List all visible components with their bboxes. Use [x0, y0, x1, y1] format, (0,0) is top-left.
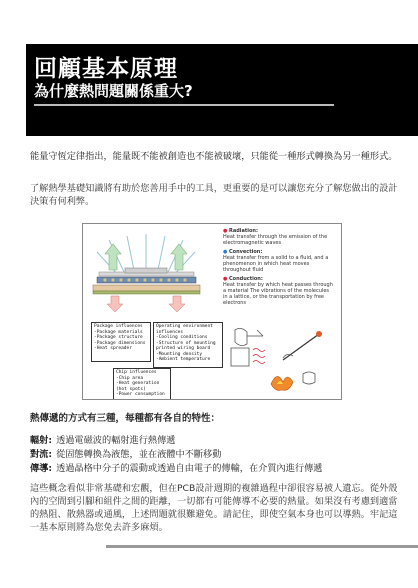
legend-radiation-text: Heat transfer through the emission of the electromagnetic waves — [223, 234, 328, 246]
mode-conduction-desc: 透過晶格中分子的震動或透過自由電子的傳輸，在介質內進行傳遞 — [56, 463, 323, 474]
legend-conduction-title: Conduction: — [228, 276, 263, 282]
legend-conduction: ● Conduction: Heat transfer by which heat passes through a material The vibrations of the molecules in a lattice, or the transportation by free electrons — [223, 276, 335, 306]
environment-influences-box: Operating environment influences -Cooling conditions -Structure of mounting printed wiring board -Mounting density -Ambient temperature — [153, 322, 223, 368]
transfer-legend — [223, 228, 335, 306]
bottom-divider — [106, 545, 418, 548]
legend-convection-text: Heat transfer from a solid to a fluid, and a phenomenon in which heat moves throughout fluid — [223, 255, 329, 273]
mode-convection-name: 對流: — [30, 449, 53, 460]
mode-conduction — [30, 460, 323, 474]
header-divider — [34, 104, 334, 106]
heat-transfer-figure — [82, 223, 342, 400]
mode-conduction-name: 傳導: — [30, 463, 53, 474]
pcb-diagram — [89, 230, 204, 320]
package-influences-box: Package influences -Package materials -Package structure -Package dimensions -Heat spreader — [91, 322, 151, 362]
header-banner — [26, 44, 418, 136]
legend-conduction-text: Heat transfer by which heat passes through a material The vibrations of the molecules in a lattice, or the transportation by free electrons — [223, 282, 333, 306]
legend-radiation: ● Radiation: Heat transfer through the emission of the electromagnetic waves — [223, 228, 335, 246]
mode-convection-desc: 從固態轉換為液態，並在液體中不斷移動 — [56, 449, 222, 460]
heat-sketch-illustration — [223, 324, 333, 394]
legend-convection: ● Convection: Heat transfer from a solid to a fluid, and a phenomenon in which heat moves throughout fluid — [223, 249, 335, 273]
transfer-heading: 熱傳遞的方式有三種，每種都有各自的特性： — [30, 413, 221, 424]
intro-paragraph-2: 了解熱學基礎知識將有助於您善用手中的工具，更重要的是可以讓您充分了解您做出的設計決策有何利弊。 — [30, 183, 398, 207]
mode-radiation — [30, 432, 176, 446]
intro-paragraph-1: 能量守恆定律指出，能量既不能被創造也不能被破壞，只能從一種形式轉換為另一種形式。 — [30, 151, 398, 162]
mode-convection — [30, 446, 221, 460]
mode-radiation-desc: 透過電磁波的輻射進行熱傳遞 — [56, 435, 176, 446]
mode-radiation-name: 輻射: — [30, 435, 53, 446]
closing-paragraph: 這些概念看似非常基礎和宏觀，但在PCB設計週期的複雜過程中卻很容易被人遺忘。從外殼內的空間到引腳和組件之間的距離，一切都有可能傳導不必要的熱量。如果沒有考慮到適當的熱阻、散熱器或通風，上述問題就很難避免。請記住，即使空氣本身也可以導熱。牢記這一基本原則將為您免去許多麻煩。 — [30, 483, 398, 533]
legend-convection-title: Convection: — [228, 249, 263, 255]
chip-influences-box: Chip influences -Chip area -Heat generation (hot spots) -Power consumption — [113, 368, 171, 400]
page-title: 回顧基本原理 — [34, 56, 178, 82]
page-subtitle: 為什麼熱問題關係重大? — [34, 82, 193, 100]
legend-radiation-title: Radiation: — [228, 228, 258, 234]
